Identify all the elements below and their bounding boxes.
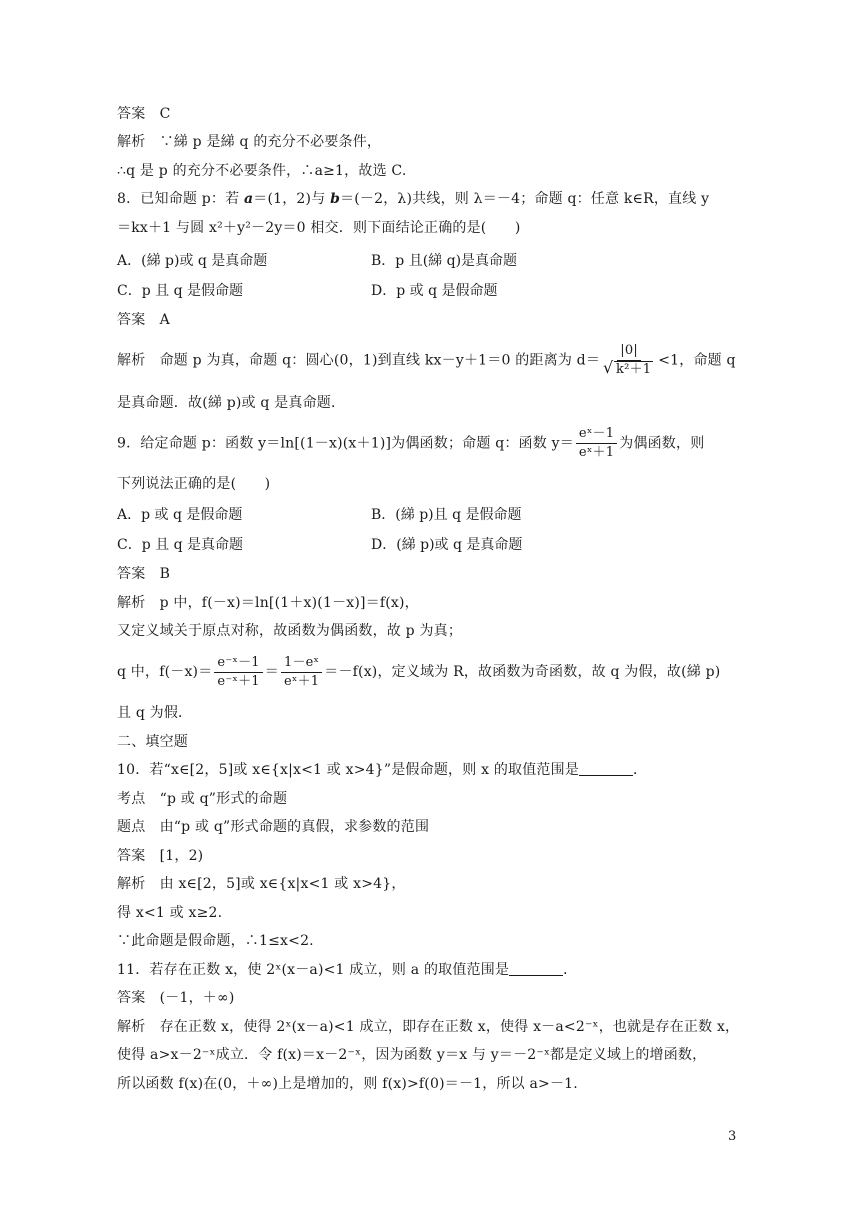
solution-9-line3 xyxy=(117,654,738,690)
q10-subtopic: 题点 由“p 或 q”形式命题的真假，求参数的范围 xyxy=(117,819,430,835)
q9-sol-denominator-2: eˣ＋1 xyxy=(283,673,320,689)
q8-text-c: ＝(－2，λ)共线，则 λ＝－4；命题 q：任意 k∈R，直线 y xyxy=(340,191,710,207)
q10-text-b: ． xyxy=(633,762,648,778)
solution-9-line2: 又定义域关于原点对称，故函数为偶函数，故 p 为真； xyxy=(117,623,463,639)
q9-sol3-text-a: q 中，f(－x)＝ xyxy=(117,664,213,680)
solution-10-line1: 解析 由 x∈[2，5]或 x∈{x|x<1 或 x>4}， xyxy=(117,876,406,892)
question-10 xyxy=(117,760,738,780)
q9-sol3-text-b: ＝－f(x)，定义域为 R，故函数为奇函数，故 q 为假，故(綈 p) xyxy=(324,664,721,680)
q9-sol-numerator-1: e⁻ˣ－1 xyxy=(214,655,262,673)
q9-sol3-equals: ＝ xyxy=(264,664,279,680)
q8-sol-text-a: 解析 命题 p 为真，命题 q：圆心(0，1)到直线 kx－y＋1＝0 的距离为 d＝ xyxy=(117,352,601,369)
sqrt-symbol xyxy=(605,362,653,378)
question-8-line1 xyxy=(117,189,738,209)
vector-b: b xyxy=(330,191,341,207)
q11-text-b: ． xyxy=(563,962,578,978)
answer-8: 答案 A xyxy=(117,312,170,328)
distance-fraction xyxy=(602,343,656,378)
solution-8-line1 xyxy=(117,343,738,378)
vector-a: a xyxy=(243,191,254,207)
q9-text-b: 为偶函数，则 xyxy=(619,435,705,452)
solution-11-line3: 所以函数 f(x)在(0，＋∞)上是增加的，则 f(x)>f(0)＝－1，所以 a>－1. xyxy=(117,1076,578,1092)
distance-numerator: |0| xyxy=(617,343,641,361)
section-heading-fill-in: 二、填空题 xyxy=(117,734,188,750)
q9-denominator: eˣ＋1 xyxy=(578,445,615,460)
answer-9: 答案 B xyxy=(117,566,171,582)
q10-topic: 考点 “p 或 q”形式的命题 xyxy=(117,791,288,807)
solution-11-line1: 解析 存在正数 x，使得 2ˣ(x－a)<1 成立，即存在正数 x，使得 x－a<2⁻ˣ，也就是存在正数 x， xyxy=(117,1019,740,1035)
q9-option-a: A．p 或 q 是假命题 xyxy=(117,507,243,523)
q8-option-a: A．(綈 p)或 q 是真命题 xyxy=(117,253,268,269)
solution-9-line1: 解析 p 中，f(－x)＝ln[(1＋x)(1－x)]＝f(x)， xyxy=(117,595,419,611)
solution-7-line1: 解析 ∵綈 p 是綈 q 的充分不必要条件， xyxy=(117,134,382,150)
answer-11: 答案 (－1，＋∞) xyxy=(117,990,235,1006)
q10-text-a: 10．若“x∈[2，5]或 x∈{x|x<1 或 x>4}”是假命题，则 x 的取值范围是 xyxy=(117,762,580,778)
q9-sol-fraction-1 xyxy=(214,655,262,690)
question-8-line2: ＝kx＋1 与圆 x²＋y²－2y＝0 相交．则下面结论正确的是( ) xyxy=(117,220,521,236)
solution-9-line4: 且 q 为假． xyxy=(117,705,193,721)
answer-7: 答案 C xyxy=(117,106,171,122)
q8-option-c: C．p 且 q 是假命题 xyxy=(117,283,243,299)
q9-option-b: B．(綈 p)且 q 是假命题 xyxy=(371,507,522,523)
q8-text-b: ＝(1，2)与 xyxy=(253,191,331,207)
q8-sol-text-b: <1，命题 q xyxy=(658,352,736,369)
q9-text-a: 9．给定命题 p：函数 y＝ln[(1－x)(x＋1)]为偶函数；命题 q：函数 y＝ xyxy=(117,435,574,452)
q9-sol-fraction-2 xyxy=(281,655,322,690)
answer-10: 答案 [1，2) xyxy=(117,848,204,864)
question-11 xyxy=(117,960,738,980)
q9-sol-numerator-2: 1－eˣ xyxy=(281,655,322,673)
q9-sol-denominator-1: e⁻ˣ＋1 xyxy=(217,673,260,689)
question-9-line1 xyxy=(117,426,738,461)
q8-option-b: B．p 且(綈 q)是真命题 xyxy=(371,253,518,269)
solution-10-line2: 得 x<1 或 x≥2. xyxy=(117,905,223,921)
solution-11-line2: 使得 a>x－2⁻ˣ成立．令 f(x)＝x－2⁻ˣ，因为函数 y＝x 与 y＝－2⁻ˣ都是定义域上的增函数， xyxy=(117,1047,707,1063)
q9-option-d: D．(綈 p)或 q 是真命题 xyxy=(371,537,523,553)
q9-fraction xyxy=(576,426,617,461)
q8-text-a: 8．已知命题 p：若 xyxy=(117,191,244,207)
q11-text-a: 11．若存在正数 x，使 2ˣ(x－a)<1 成立，则 a 的取值范围是 xyxy=(117,962,510,978)
page-number: 3 xyxy=(728,1129,737,1144)
solution-7-line2: ∴q 是 p 的充分不必要条件，∴a≥1，故选 C. xyxy=(117,163,407,179)
distance-denominator xyxy=(602,361,656,378)
q9-numerator: eˣ－1 xyxy=(576,426,617,444)
q8-option-d: D．p 或 q 是假命题 xyxy=(371,283,498,299)
q10-answer-blank xyxy=(579,761,633,776)
solution-10-line3: ∵此命题是假命题，∴1≤x<2. xyxy=(117,933,314,949)
sqrt-radicand: k²＋1 xyxy=(616,362,652,377)
question-9-line2: 下列说法正确的是( ) xyxy=(117,476,271,492)
q9-option-c: C．p 且 q 是真命题 xyxy=(117,537,243,553)
q11-answer-blank xyxy=(509,961,563,976)
solution-8-line2: 是真命题．故(綈 p)或 q 是真命题． xyxy=(117,395,346,411)
